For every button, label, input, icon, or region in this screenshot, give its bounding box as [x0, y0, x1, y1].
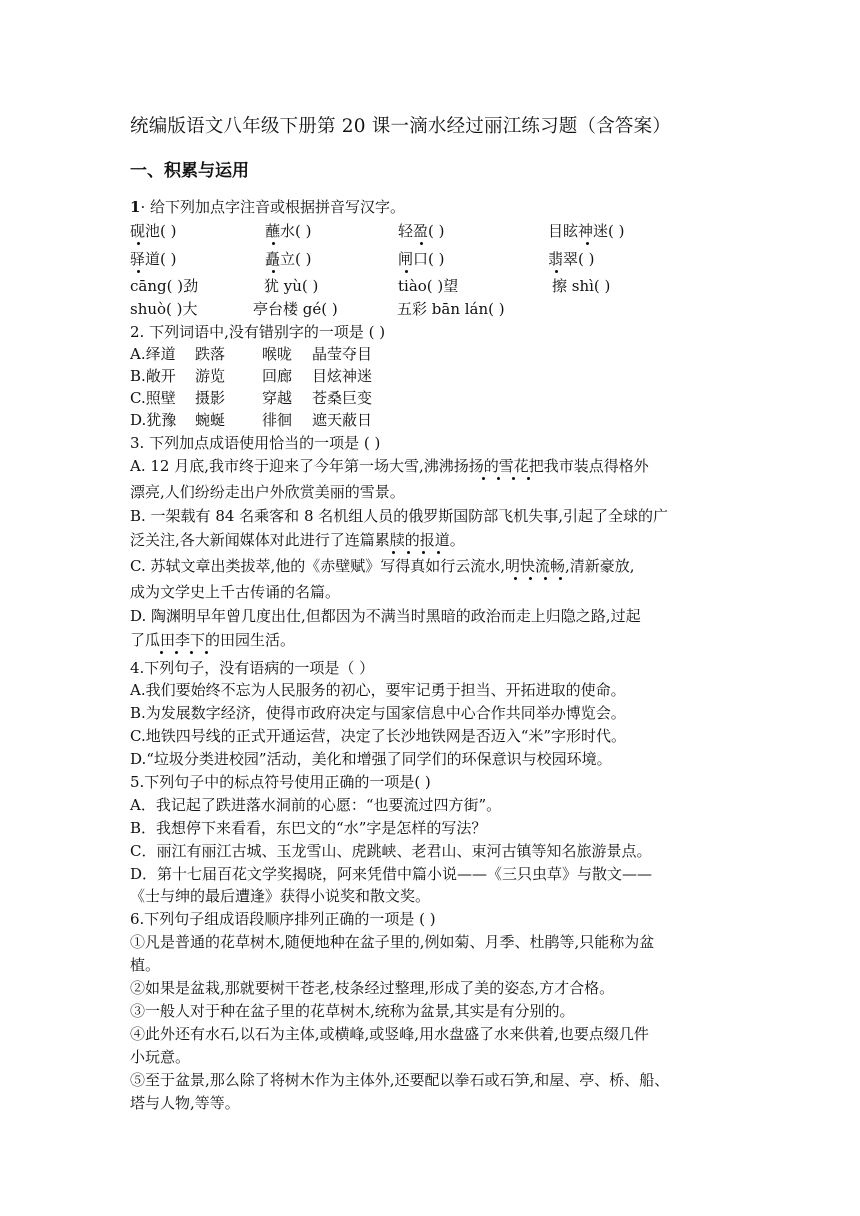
q5-option: 《士与绅的最后遭逢》获得小说奖和散文奖。 — [130, 887, 431, 905]
q6-sentence: 塔与人物,等等。 — [130, 1094, 240, 1112]
emphasis-dot — [175, 651, 178, 654]
q1-item: tiào( )望 — [398, 277, 459, 295]
q2-option-word: 穿越 — [262, 389, 293, 407]
emphasis-dot — [392, 551, 395, 554]
q6-sentence: 小玩意。 — [130, 1048, 191, 1066]
q4-option: D.“垃圾分类进校园”活动，美化和增强了同学们的环保意识与校园环境。 — [130, 750, 612, 768]
q6-sentence: ②如果是盆栽,那就要树干苍老,枝条经过整理,形成了美的姿态,方才合格。 — [130, 979, 615, 997]
q3-text-line: C. 苏轼文章出类拔萃,他的《赤壁赋》写得真如行云流水,明快流畅,清新豪放, — [130, 557, 635, 575]
q2-option: D.犹豫 — [130, 411, 177, 429]
q1-item: 犹 yù( ) — [264, 277, 319, 295]
q4-option: C.地铁四号线的正式开通运营，决定了长沙地铁网是否迈入“米”字形时代。 — [130, 727, 627, 745]
emphasis-dot — [190, 651, 193, 654]
emphasis-dot — [137, 270, 140, 273]
emphasis-dot — [544, 577, 547, 580]
q1-item: 矗立( ) — [265, 250, 312, 268]
q3-text-line: D. 陶渊明早年曾几度出仕,但都因为不满当时黑暗的政治而走上归隐之路,过起 — [130, 607, 641, 625]
q2-option-word: 徘徊 — [262, 411, 293, 429]
q2-option-word: 目炫神迷 — [312, 367, 373, 385]
q1-item: 亭台楼 gé( ) — [253, 300, 338, 318]
q3-text-line: 了瓜田李下的田园生活。 — [130, 631, 296, 649]
q2-option-word: 喉咙 — [262, 345, 293, 363]
emphasis-dot — [205, 651, 208, 654]
q1-item: 蘸水( ) — [265, 222, 312, 240]
emphasis-dot — [420, 242, 423, 245]
q2-option-word: 跌落 — [195, 345, 226, 363]
q1-item: cāng( )劲 — [130, 277, 199, 295]
emphasis-dot — [272, 242, 275, 245]
q1-item: 五彩 bān lán( ) — [397, 300, 505, 318]
emphasis-dot — [272, 270, 275, 273]
question-1-stem — [130, 197, 405, 217]
emphasis-dot — [555, 270, 558, 273]
q4-option: B.为发展数字经济，使得市政府决定与国家信息中心合作共同举办博览会。 — [130, 704, 626, 722]
emphasis-dot — [405, 270, 408, 273]
q5-option: A．我记起了跌进落水洞前的心愿：“也要流过四方街”。 — [130, 796, 502, 814]
q2-option-word: 回廊 — [262, 367, 293, 385]
emphasis-dot — [512, 477, 515, 480]
question-2-stem: 2. 下列词语中,没有错别字的一项是 ( ) — [130, 323, 386, 341]
emphasis-dot — [137, 242, 140, 245]
q1-item: 轻盈( ) — [398, 222, 445, 240]
q3-text-line: 泛关注,各大新闻媒体对此进行了连篇累牍的报道。 — [130, 531, 465, 549]
q1-item: 砚池( ) — [130, 222, 177, 240]
document-title: 统编版语文八年级下册第 20 课一滴水经过丽江练习题（含答案） — [130, 116, 672, 137]
question-4-stem: 4.下列句子，没有语病的一项是（ ） — [130, 659, 375, 677]
q3-text-line: A. 12 月底,我市终于迎来了今年第一场大雪,沸沸扬扬的雪花把我市装点得格外 — [130, 457, 649, 475]
q1-item: 目眩神迷( ) — [548, 222, 625, 240]
emphasis-dot — [482, 477, 485, 480]
question-1-number: 1 — [130, 198, 141, 216]
question-5-stem: 5.下列句子中的标点符号使用正确的一项是( ) — [130, 773, 431, 791]
q2-option-word: 摄影 — [195, 389, 226, 407]
question-3-stem: 3. 下列加点成语使用恰当的一项是 ( ) — [130, 434, 381, 452]
q6-sentence: ①凡是普通的花草树木,随便地种在盆子里的,例如菊、月季、杜鹃等,只能称为盆 — [130, 933, 655, 951]
q3-text-line: 漂亮,人们纷纷走出户外欣赏美丽的雪景。 — [130, 483, 405, 501]
emphasis-dot — [529, 577, 532, 580]
q1-item: shuò( )大 — [130, 300, 198, 318]
q2-option-word: 遮天蔽日 — [312, 411, 373, 429]
q1-item: 闸口( ) — [398, 250, 445, 268]
q1-item: 擦 shì( ) — [552, 277, 611, 295]
q6-sentence: 植。 — [130, 956, 161, 974]
question-1-text: · 给下列加点字注音或根据拼音写汉字。 — [140, 198, 405, 216]
emphasis-dot — [422, 551, 425, 554]
emphasis-dot — [586, 242, 589, 245]
q5-option: D．第十七届百花文学奖揭晓，阿来凭借中篇小说——《三只虫草》与散文—— — [130, 865, 653, 883]
q6-sentence: ④此外还有水石,以石为主体,或横峰,或竖峰,用水盘盛了水来供着,也要点缀几件 — [130, 1025, 649, 1043]
q2-option-word: 蜿蜒 — [195, 411, 226, 429]
q2-option: B.敞开 — [130, 367, 176, 385]
q6-sentence: ⑤至于盆景,那么除了将树木作为主体外,还要配以拳石或石笋,和屋、亭、桥、船、 — [130, 1071, 670, 1089]
emphasis-dot — [514, 577, 517, 580]
q6-sentence: ③一般人对于种在盆子里的花草树木,统称为盆景,其实是有分别的。 — [130, 1002, 575, 1020]
q1-item: 翡翠( ) — [548, 250, 595, 268]
emphasis-dot — [160, 651, 163, 654]
q4-option: A.我们要始终不忘为人民服务的初心，要牢记勇于担当、开拓进取的使命。 — [130, 681, 626, 699]
emphasis-dot — [437, 551, 440, 554]
q5-option: C．丽江有丽江古城、玉龙雪山、虎跳峡、老君山、束河古镇等知名旅游景点。 — [130, 842, 652, 860]
question-6-stem: 6.下列句子组成语段顺序排列正确的一项是 ( ) — [130, 910, 436, 928]
q2-option-word: 游览 — [195, 367, 226, 385]
q5-option: B．我想停下来看看，东巴文的“水”字是怎样的写法？ — [130, 819, 487, 837]
q1-item: 驿道( ) — [130, 250, 177, 268]
section-heading: 一、积累与运用 — [130, 161, 249, 181]
emphasis-dot — [527, 477, 530, 480]
emphasis-dot — [497, 477, 500, 480]
q2-option-word: 苍桑巨变 — [312, 389, 373, 407]
q2-option: C.照壁 — [130, 389, 176, 407]
q3-text-line: B. 一架载有 84 名乘客和 8 名机组人员的俄罗斯国防部飞机失事,引起了全球的广 — [130, 507, 669, 525]
emphasis-dot — [407, 551, 410, 554]
q2-option-word: 晶莹夺目 — [312, 345, 373, 363]
q2-option: A.绎道 — [130, 345, 176, 363]
q3-text-line: 成为文学史上千古传诵的名篇。 — [130, 583, 341, 601]
emphasis-dot — [559, 577, 562, 580]
